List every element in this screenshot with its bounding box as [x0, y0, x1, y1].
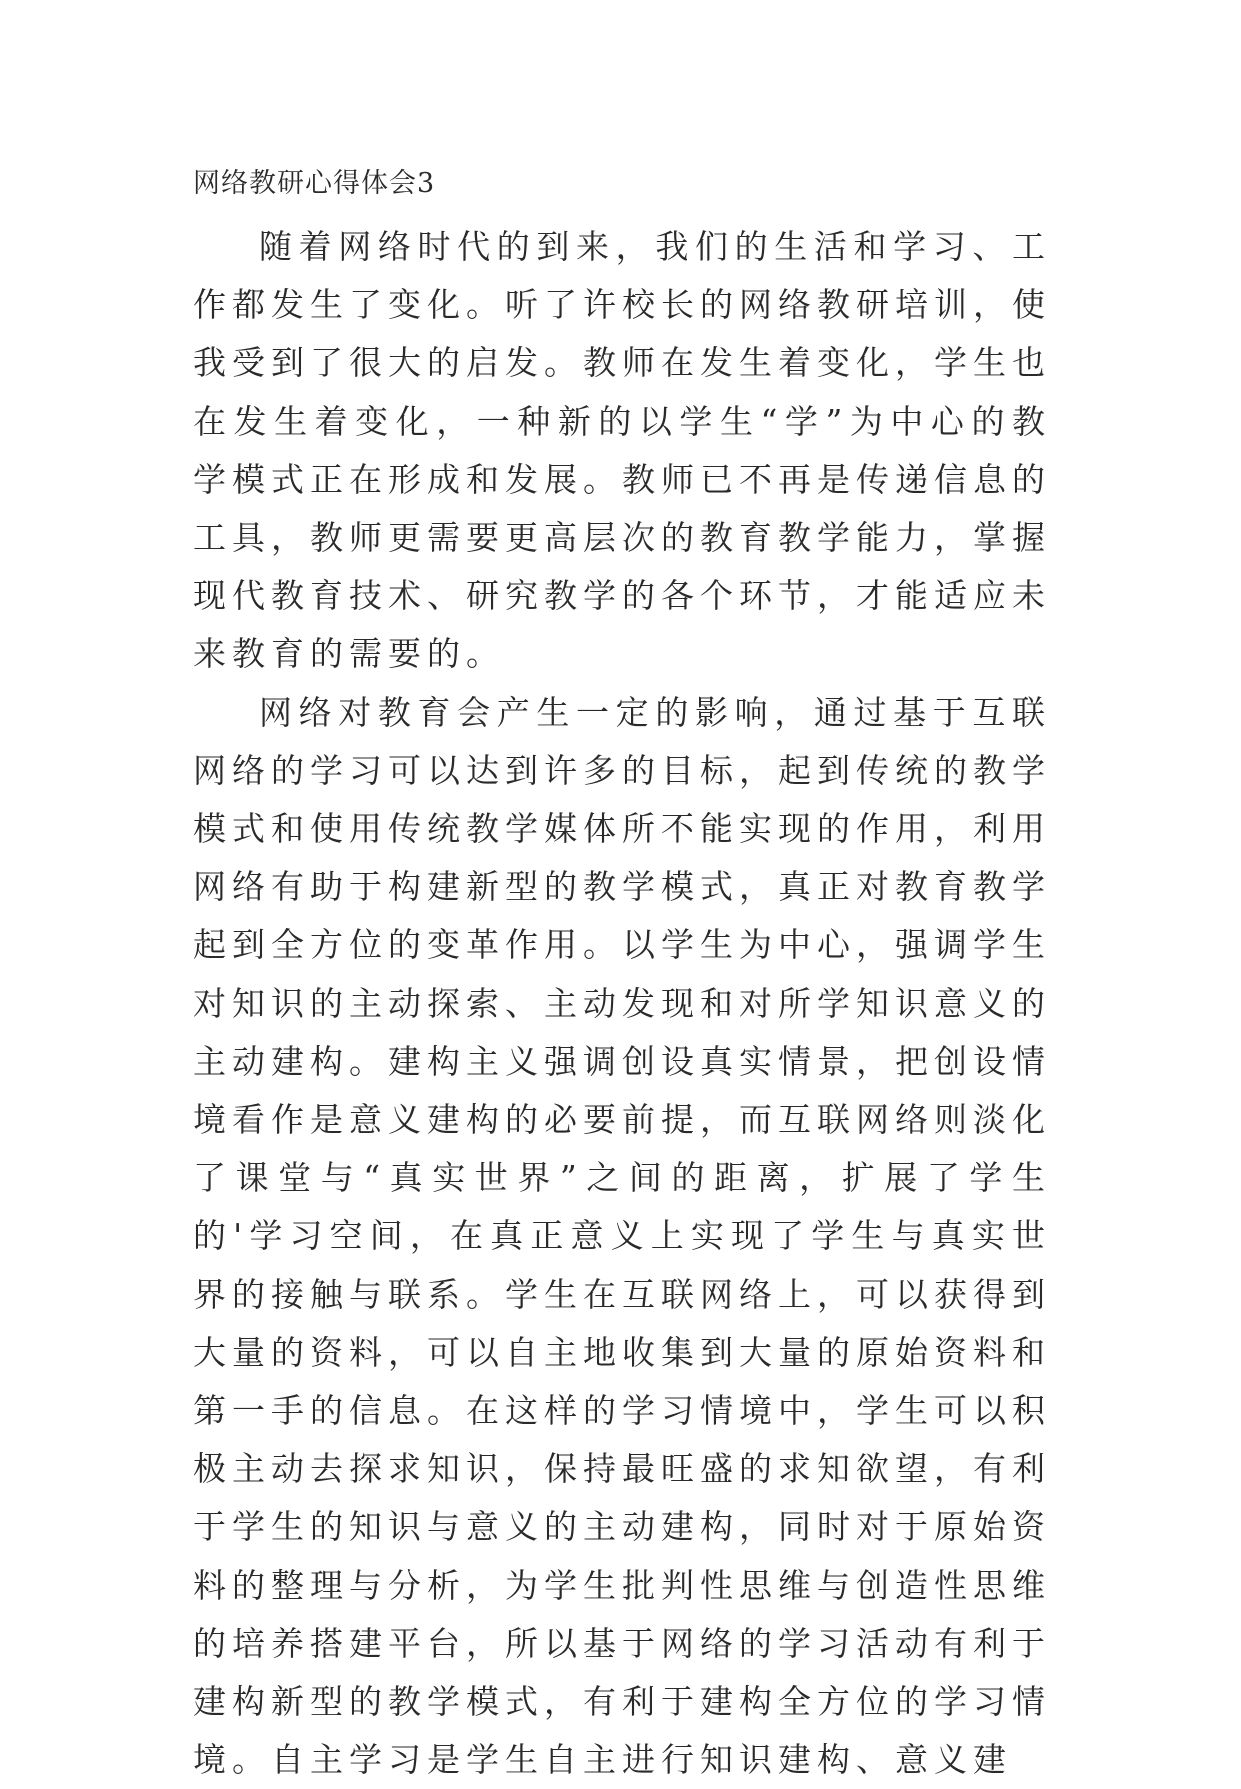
paragraph-2: 网络对教育会产生一定的影响，通过基于互联网络的学习可以达到许多的目标，起到传统的教学模式和使用传统教学媒体所不能实现的作用，利用网络有助于构建新型的教学模式，真正对教育教学起到全方位的变革作用。以学生为中心，强调学生对知识的主动探索、主动发现和对所学知识意义的主动建构。建构主义强调创设真实情景，把创设情境看作是意义建构的必要前提，而互联网络则淡化了课堂与“真实世界”之间的距离，扩展了学生的'学习空间，在真正意义上实现了学生与真实世界的接触与联系。学生在互联网络上，可以获得到大量的资料，可以自主地收集到大量的原始资料和第一手的信息。在这样的学习情境中，学生可以积极主动去探求知识，保持最旺盛的求知欲望，有利于学生的知识与意义的主动建构，同时对于原始资料的整理与分析，为学生批判性思维与创造性思维的培养搭建平台，所以基于网络的学习活动有利于建构新型的教学模式，有利于建构全方位的学习情境。自主学习是学生自主进行知识建构、意义建 [193, 692, 1051, 1780]
paragraph-1: 随着网络时代的到来，我们的生活和学习、工作都发生了变化。听了许校长的网络教研培训，使我受到了很大的启发。教师在发生着变化，学生也在发生着变化，一种新的以学生“学”为中心的教学模式正在形成和发展。教师已不再是传递信息的工具，教师更需要更高层次的教育教学能力，掌握现代教育技术、研究教学的各个环节，才能适应未来教育的需要的。 [193, 227, 1051, 674]
document-body [193, 218, 1051, 1789]
document-title: 网络教研心得体会3 [193, 168, 436, 199]
